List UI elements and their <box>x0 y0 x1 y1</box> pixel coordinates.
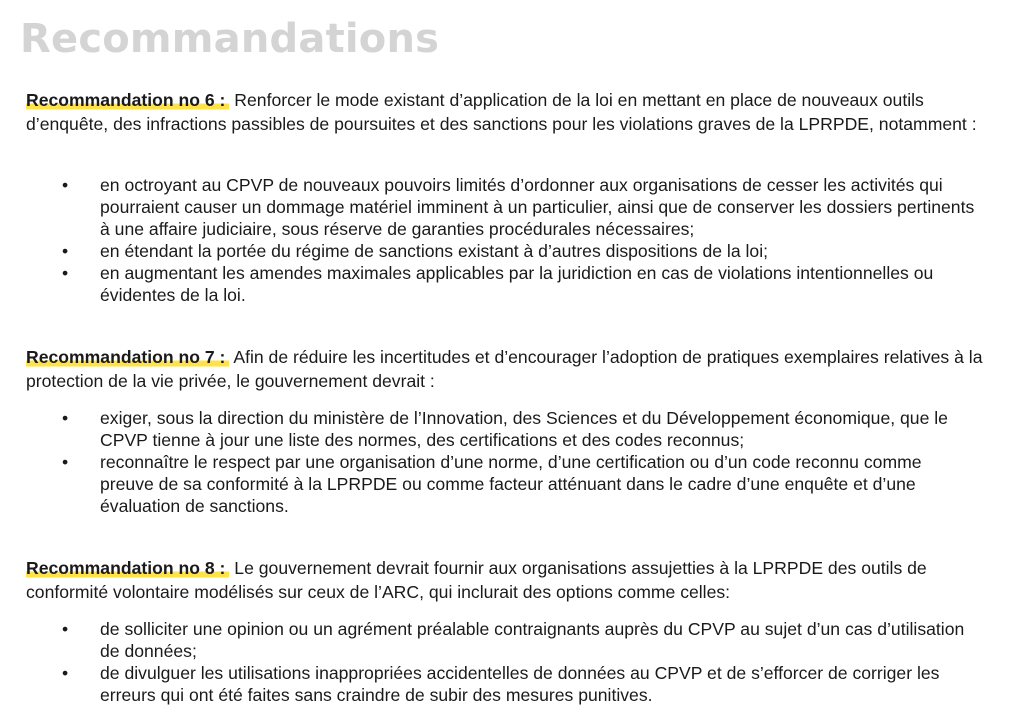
recommendation-6-bullets <box>0 174 1000 306</box>
recommendation-6 <box>26 88 1001 136</box>
recommendation-8 <box>26 556 1001 604</box>
list-item-text: reconnaître le respect par une organisation d’une norme, d’une certification ou d’un code reconnu comme preuve de sa conformité à la LPRPDE ou comme facteur atténuant dans le cadre d’une enquête et d’une évaluation de sanctions. <box>100 452 922 516</box>
recommendation-6-text: Renforcer le mode existant d’application de la loi en mettant en place de nouveaux outils d’enquête, des infractions passibles de poursuites et des sanctions pour les violations graves de la LPRPDE, notamment : <box>26 90 977 134</box>
list-item <box>0 174 1000 240</box>
list-item <box>0 662 1000 706</box>
list-item <box>0 451 1000 517</box>
list-item <box>0 407 1000 451</box>
recommendation-7-bullets <box>0 407 1000 517</box>
bullet-icon: • <box>62 663 69 683</box>
list-item-text: de divulguer les utilisations inappropriées accidentelles de données au CPVP et de s’efforcer de corriger les erreurs qui ont été faites sans craindre de subir des mesures punitives. <box>100 663 940 705</box>
page-title: Recommandations <box>20 16 440 62</box>
list-item-text: en étendant la portée du régime de sanctions existant à d’autres dispositions de la loi; <box>100 241 769 261</box>
recommendation-7-label: Recommandation no 7 : <box>26 347 229 367</box>
list-item-text: exiger, sous la direction du ministère de l’Innovation, des Sciences et du Développement économique, que le CPVP tienne à jour une liste des normes, des certifications et des codes reconnus; <box>100 408 948 450</box>
list-item <box>0 240 1000 262</box>
recommendation-8-text: Le gouvernement devrait fournir aux organisations assujetties à la LPRPDE des outils de conformité volontaire modélisés sur ceux de l’ARC, qui inclurait des options comme celles: <box>26 558 927 602</box>
list-item-text: en augmentant les amendes maximales applicables par la juridiction en cas de violations intentionnelles ou évidentes de la loi. <box>100 263 934 305</box>
bullet-icon: • <box>62 408 69 428</box>
bullet-icon: • <box>62 452 69 472</box>
recommendation-7 <box>26 345 1001 393</box>
list-item-text: de solliciter une opinion ou un agrément préalable contraignants auprès du CPVP au sujet d’un cas d’utilisation de données; <box>100 619 965 661</box>
recommendation-7-text: Afin de réduire les incertitudes et d’encourager l’adoption de pratiques exemplaires relatives à la protection de la vie privée, le gouvernement devrait : <box>26 347 983 391</box>
recommendation-8-bullets <box>0 618 1000 706</box>
bullet-icon: • <box>62 263 69 283</box>
bullet-icon: • <box>62 619 69 639</box>
list-item-text: en octroyant au CPVP de nouveaux pouvoirs limités d’ordonner aux organisations de cesser les activités qui pourraient causer un dommage matériel imminent à un particulier, ainsi que de conserver les dossiers pertinents à une affaire judiciaire, sous réserve de garanties procédurales nécessaires; <box>100 175 975 239</box>
recommendation-8-label: Recommandation no 8 : <box>26 558 229 578</box>
list-item <box>0 262 1000 306</box>
list-item <box>0 618 1000 662</box>
bullet-icon: • <box>62 175 69 195</box>
bullet-icon: • <box>62 241 69 261</box>
recommendation-6-label: Recommandation no 6 : <box>26 90 229 110</box>
